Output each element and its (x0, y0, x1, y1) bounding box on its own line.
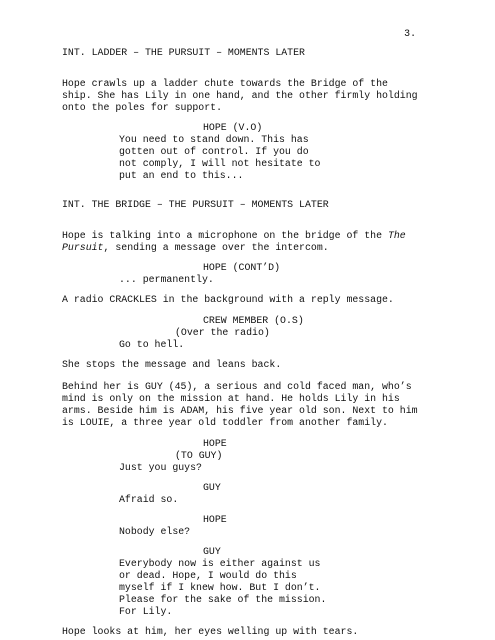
action-line: is LOUIE, a three year old toddler from another family. (62, 417, 388, 428)
action-text: Hope is talking into a microphone on the bridge of the (62, 230, 388, 241)
dialogue-line: not comply, I will not hesitate to (119, 158, 321, 169)
dialogue-line: Just you guys? (119, 462, 202, 473)
dialogue-line: myself if I knew how. But I don’t. (119, 582, 321, 593)
character-name-hope: HOPE (203, 514, 227, 525)
action-line: mind is only on the mission at hand. He holds Lily in his (62, 393, 400, 404)
action-line: Behind her is GUY (45), a serious and cold faced man, who’s (62, 381, 412, 392)
dialogue-line: Go to hell. (119, 339, 185, 350)
action-line: arms. Beside him is ADAM, his five year old son. Next to him (62, 405, 418, 416)
dialogue-line: You need to stand down. This has (119, 134, 309, 145)
ship-name: Pursuit (62, 242, 104, 253)
dialogue-line: Afraid so. (119, 494, 179, 505)
character-name-hope-contd: HOPE (CONT’D) (203, 262, 281, 273)
action-line (62, 230, 406, 242)
dialogue-line: put an end to this... (119, 170, 244, 181)
page-number: 3. (404, 28, 416, 39)
dialogue-line: Nobody else? (119, 526, 191, 537)
dialogue-line: Everybody now is either against us (119, 558, 321, 569)
action-line: A radio CRACKLES in the background with a reply message. (62, 294, 394, 305)
action-line (62, 242, 329, 254)
dialogue-line: or dead. Hope, I would do this (119, 570, 297, 581)
character-name-hope-vo: HOPE (V.O) (203, 122, 263, 133)
action-text: , sending a message over the intercom. (103, 242, 329, 253)
action-line: She stops the message and leans back. (62, 359, 282, 370)
ship-name: The (387, 230, 406, 241)
dialogue-line: gotten out of control. If you do (119, 146, 309, 157)
action-line: ship. She has Lily in one hand, and the other firmly holding (62, 90, 418, 101)
parenthetical: (TO GUY) (175, 450, 223, 461)
scene-heading-bridge: INT. THE BRIDGE – THE PURSUIT – MOMENTS LATER (62, 199, 329, 210)
character-name-hope: HOPE (203, 438, 227, 449)
character-name-guy: GUY (203, 546, 221, 557)
dialogue-line: For Lily. (119, 606, 173, 617)
dialogue-line: Please for the sake of the mission. (119, 594, 327, 605)
action-line: onto the poles for support. (62, 102, 223, 113)
action-line: Hope looks at him, her eyes welling up with tears. (62, 626, 359, 637)
scene-heading-ladder: INT. LADDER – THE PURSUIT – MOMENTS LATER (62, 47, 305, 58)
character-name-crew-member: CREW MEMBER (O.S) (203, 315, 304, 326)
action-line: Hope crawls up a ladder chute towards the Bridge of the (62, 78, 388, 89)
parenthetical: (Over the radio) (175, 327, 270, 338)
dialogue-line: ... permanently. (119, 274, 214, 285)
character-name-guy: GUY (203, 482, 221, 493)
